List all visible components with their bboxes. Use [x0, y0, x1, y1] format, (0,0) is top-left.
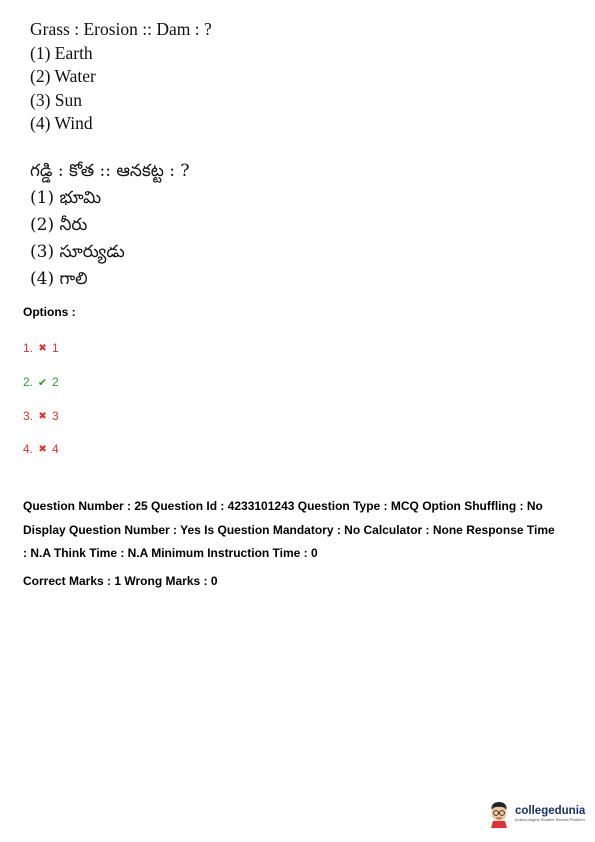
option-value: 1 [52, 341, 59, 355]
option-value: 4 [52, 442, 59, 456]
choice-item-telugu: (2) నీరు [30, 215, 88, 235]
brand-name: collegedunia [515, 805, 586, 817]
question-metadata [23, 495, 578, 566]
choice-item: (1) Earth [30, 42, 93, 63]
question-stem: Grass : Erosion :: Dam : ? [30, 19, 212, 39]
option-value: 3 [52, 409, 59, 423]
metadata-line: Display Question Number : Yes Is Question Mandatory : No Calculator : None Response Time [23, 522, 555, 537]
choice-item: (2) Water [30, 66, 96, 86]
marks-line: Correct Marks : 1 Wrong Marks : 0 [23, 574, 218, 588]
metadata-line: Question Number : 25 Question Id : 4233101243 Question Type : MCQ Option Shuffling : No [23, 499, 543, 513]
question-english [30, 18, 212, 136]
marks-info [23, 570, 578, 594]
choice-item-telugu: (4) గాలి [30, 269, 88, 289]
option-number: 3. [23, 409, 34, 423]
choice-item: (3) Sun [30, 89, 83, 110]
option-number: 1. [23, 341, 34, 355]
cross-icon: ✖ [38, 443, 47, 455]
choice-item-telugu: (1) భూమి [30, 188, 102, 208]
metadata-line: : N.A Think Time : N.A Minimum Instruction Time : 0 [23, 546, 318, 560]
option-row [23, 341, 59, 355]
question-stem-telugu: గడ్డి : కోత :: ఆనకట్ట : ? [30, 161, 190, 181]
cross-icon: ✖ [38, 410, 47, 422]
option-row [23, 375, 59, 389]
question-telugu [30, 158, 189, 293]
option-number: 4. [23, 442, 34, 456]
brand-logo [487, 800, 585, 828]
mascot-icon [487, 800, 511, 828]
cross-icon: ✖ [38, 342, 47, 354]
option-row [23, 409, 59, 423]
option-value: 2 [52, 375, 59, 389]
brand-tagline: India's largest Student Review Platform [515, 817, 585, 822]
choice-item-telugu: (3) సూర్యుడు [30, 242, 125, 262]
option-number: 2. [23, 375, 34, 389]
check-icon: ✔ [37, 376, 48, 389]
option-row [23, 442, 59, 456]
choice-item: (4) Wind [30, 113, 93, 133]
options-heading: Options : [23, 305, 76, 319]
